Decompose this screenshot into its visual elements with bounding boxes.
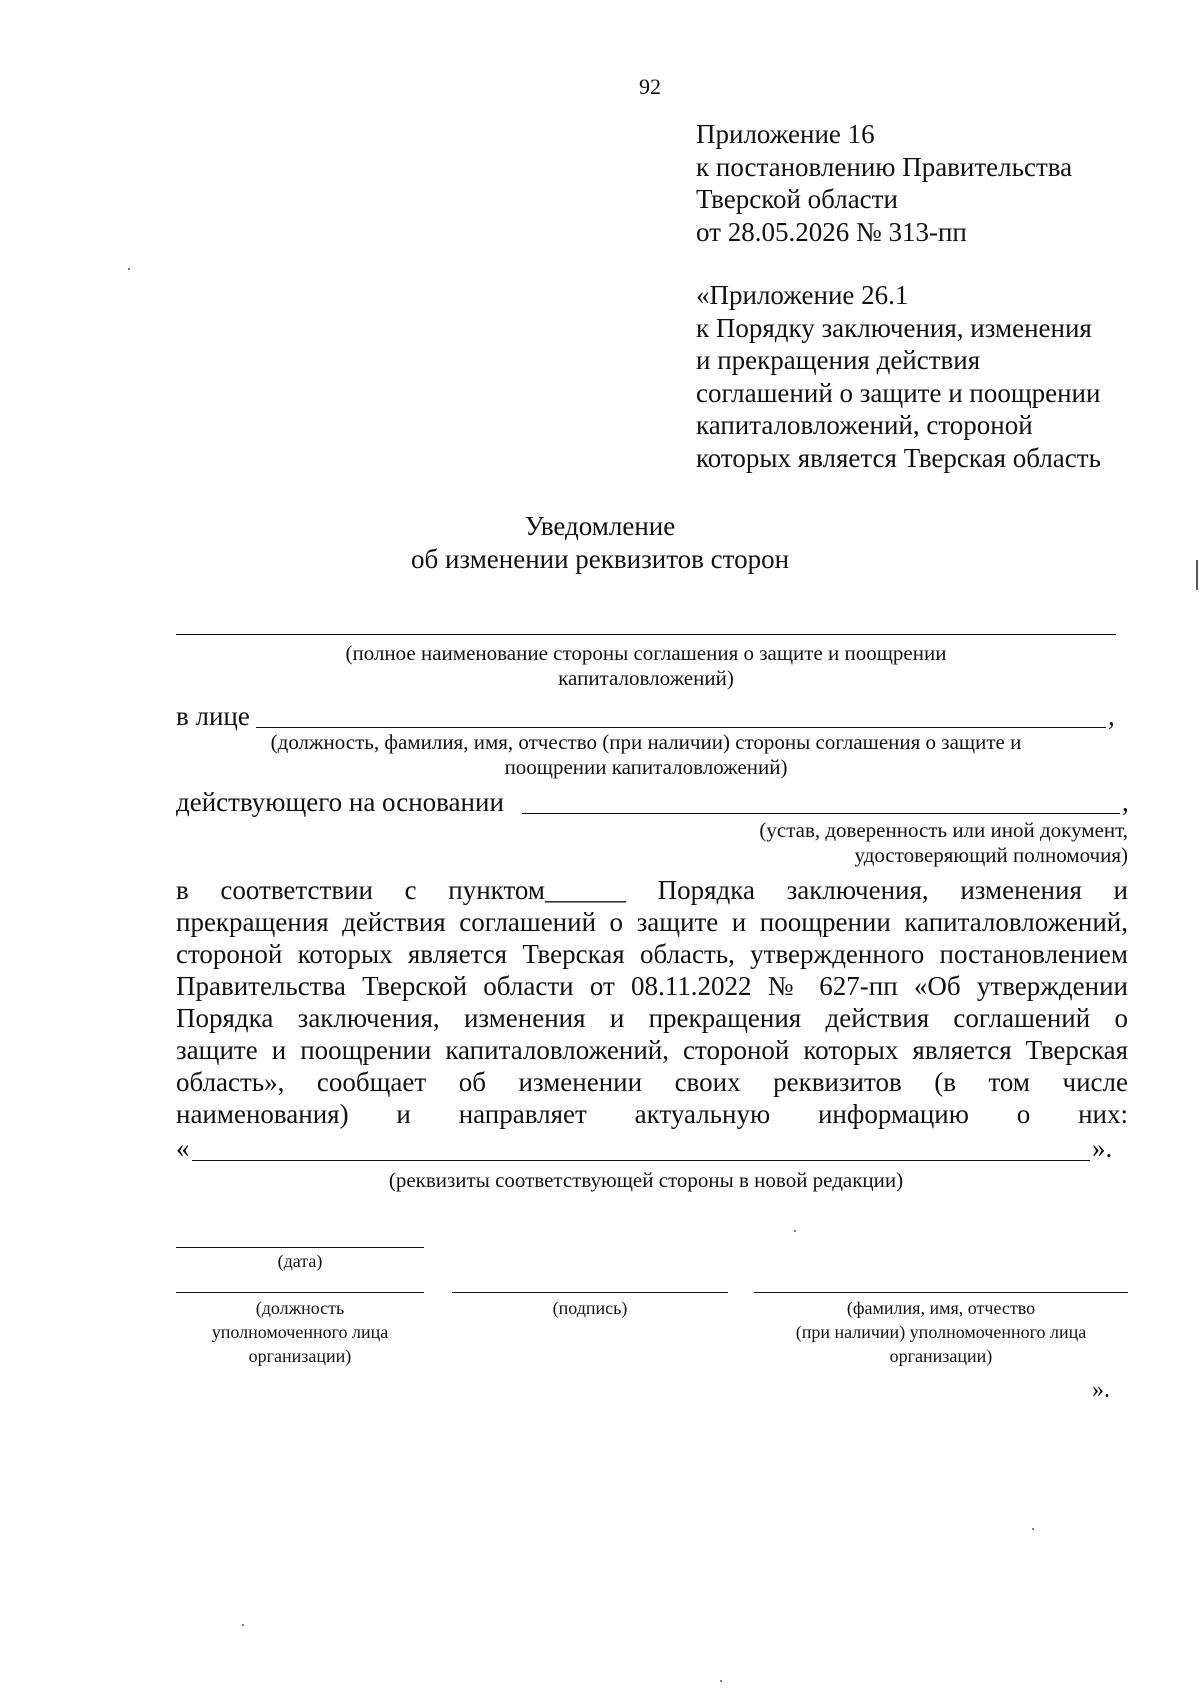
scan-speck xyxy=(242,1624,244,1626)
main-paragraph xyxy=(176,874,1128,1130)
appendix-header-line: Тверской области xyxy=(696,184,898,214)
representative-caption xyxy=(176,730,1116,780)
quoted-appendix-line: которых является Тверская область xyxy=(696,442,1101,473)
date-line xyxy=(176,1247,424,1248)
requisites-open-quote: « xyxy=(176,1133,190,1163)
scan-speck xyxy=(128,268,130,270)
quoted-appendix-header xyxy=(696,279,1101,474)
quoted-appendix-line: капиталовложений, стороной xyxy=(696,410,1033,440)
requisites-line xyxy=(192,1160,1090,1161)
signature-line xyxy=(452,1292,728,1293)
party-caption-line2: капиталовложений) xyxy=(558,666,734,690)
position-caption-line1: (должность xyxy=(255,1298,345,1318)
page-number: 92 xyxy=(639,74,661,99)
basis-caption xyxy=(676,818,1128,868)
paragraph-line: в соответствии с пунктом______ Порядка заключения, изменения и xyxy=(176,875,1128,905)
quoted-appendix-line: соглашений о защите и поощрении xyxy=(696,377,1101,408)
basis-line xyxy=(522,813,1120,814)
name-caption-line3: организации) xyxy=(889,1346,993,1366)
scan-speck xyxy=(1032,1528,1034,1530)
party-caption-line1: (полное наименование стороны соглашения о защите и поощрении xyxy=(345,641,947,665)
name-caption-line2: (при наличии) уполномоченного лица xyxy=(795,1322,1087,1342)
represented-by-comma: , xyxy=(1108,701,1115,731)
requisites-close-quote: ». xyxy=(1092,1133,1113,1163)
name-caption-line1: (фамилия, имя, отчество xyxy=(846,1298,1036,1318)
document-title xyxy=(0,510,1200,576)
name-line xyxy=(754,1292,1128,1293)
quoted-appendix-line: к Порядку заключения, изменения xyxy=(696,312,1092,343)
paragraph-line: Порядка заключения, изменения и прекращения действия соглашений о xyxy=(176,1003,1128,1033)
appendix-header-line: Приложение 16 xyxy=(696,119,875,149)
requisites-caption: (реквизиты соответствующей стороны в новой редакции) xyxy=(388,1168,904,1192)
quoted-appendix-line: и прекращения действия xyxy=(696,345,981,375)
quoted-appendix-line: «Приложение 26.1 xyxy=(696,280,909,310)
document-title-line2: об изменении реквизитов сторон xyxy=(410,544,790,574)
position-line xyxy=(176,1292,424,1293)
paragraph-line: прекращения действия соглашений о защите и поощрении капиталовложений, xyxy=(176,907,1128,937)
representative-caption-line1: (должность, фамилия, имя, отчество (при наличии) стороны соглашения о защите и xyxy=(270,730,1022,754)
paragraph-line: Правительства Тверской области от 08.11.2022 № 627-пп «Об утверждении xyxy=(176,971,1128,1001)
name-caption xyxy=(754,1296,1128,1368)
paragraph-line: наименования) и направляет актуальную информацию о них: xyxy=(176,1099,1128,1129)
signature-caption: (подпись) xyxy=(552,1298,628,1318)
appendix-header xyxy=(696,118,1072,248)
paragraph-line: стороной которых является Тверская область, утвержденного постановлением xyxy=(176,939,1128,969)
basis-caption-line1: (устав, доверенность или иной документ, xyxy=(759,818,1128,842)
position-caption-line2: уполномоченного лица xyxy=(211,1322,389,1342)
date-caption: (дата) xyxy=(277,1251,323,1271)
document-title-line1: Уведомление xyxy=(524,511,676,541)
appendix-header-line: к постановлению Правительства xyxy=(696,151,1073,182)
paragraph-line: защите и поощрении капиталовложений, стороной которых является Тверская xyxy=(176,1035,1128,1065)
basis-caption-line2: удостоверяющий полномочия) xyxy=(854,843,1128,867)
scan-speck xyxy=(720,1680,722,1682)
paragraph-line: область», сообщает об изменении своих реквизитов (в том числе xyxy=(176,1067,1128,1097)
represented-by-label: в лице xyxy=(176,701,250,731)
party-caption xyxy=(176,641,1116,691)
appendix-header-line: от 28.05.2026 № 313-пп xyxy=(696,216,967,247)
party-name-line xyxy=(176,634,1116,635)
basis-label: действующего на основании xyxy=(176,787,504,817)
representative-caption-line2: поощрении капиталовложений) xyxy=(504,755,788,779)
closing-mark: ». xyxy=(1092,1377,1110,1403)
scan-speck xyxy=(794,1230,796,1232)
position-caption-line3: организации) xyxy=(248,1346,352,1366)
position-caption xyxy=(176,1296,424,1368)
scan-speck xyxy=(1196,560,1198,590)
represented-by-line xyxy=(256,727,1106,728)
basis-comma: , xyxy=(1122,787,1129,817)
